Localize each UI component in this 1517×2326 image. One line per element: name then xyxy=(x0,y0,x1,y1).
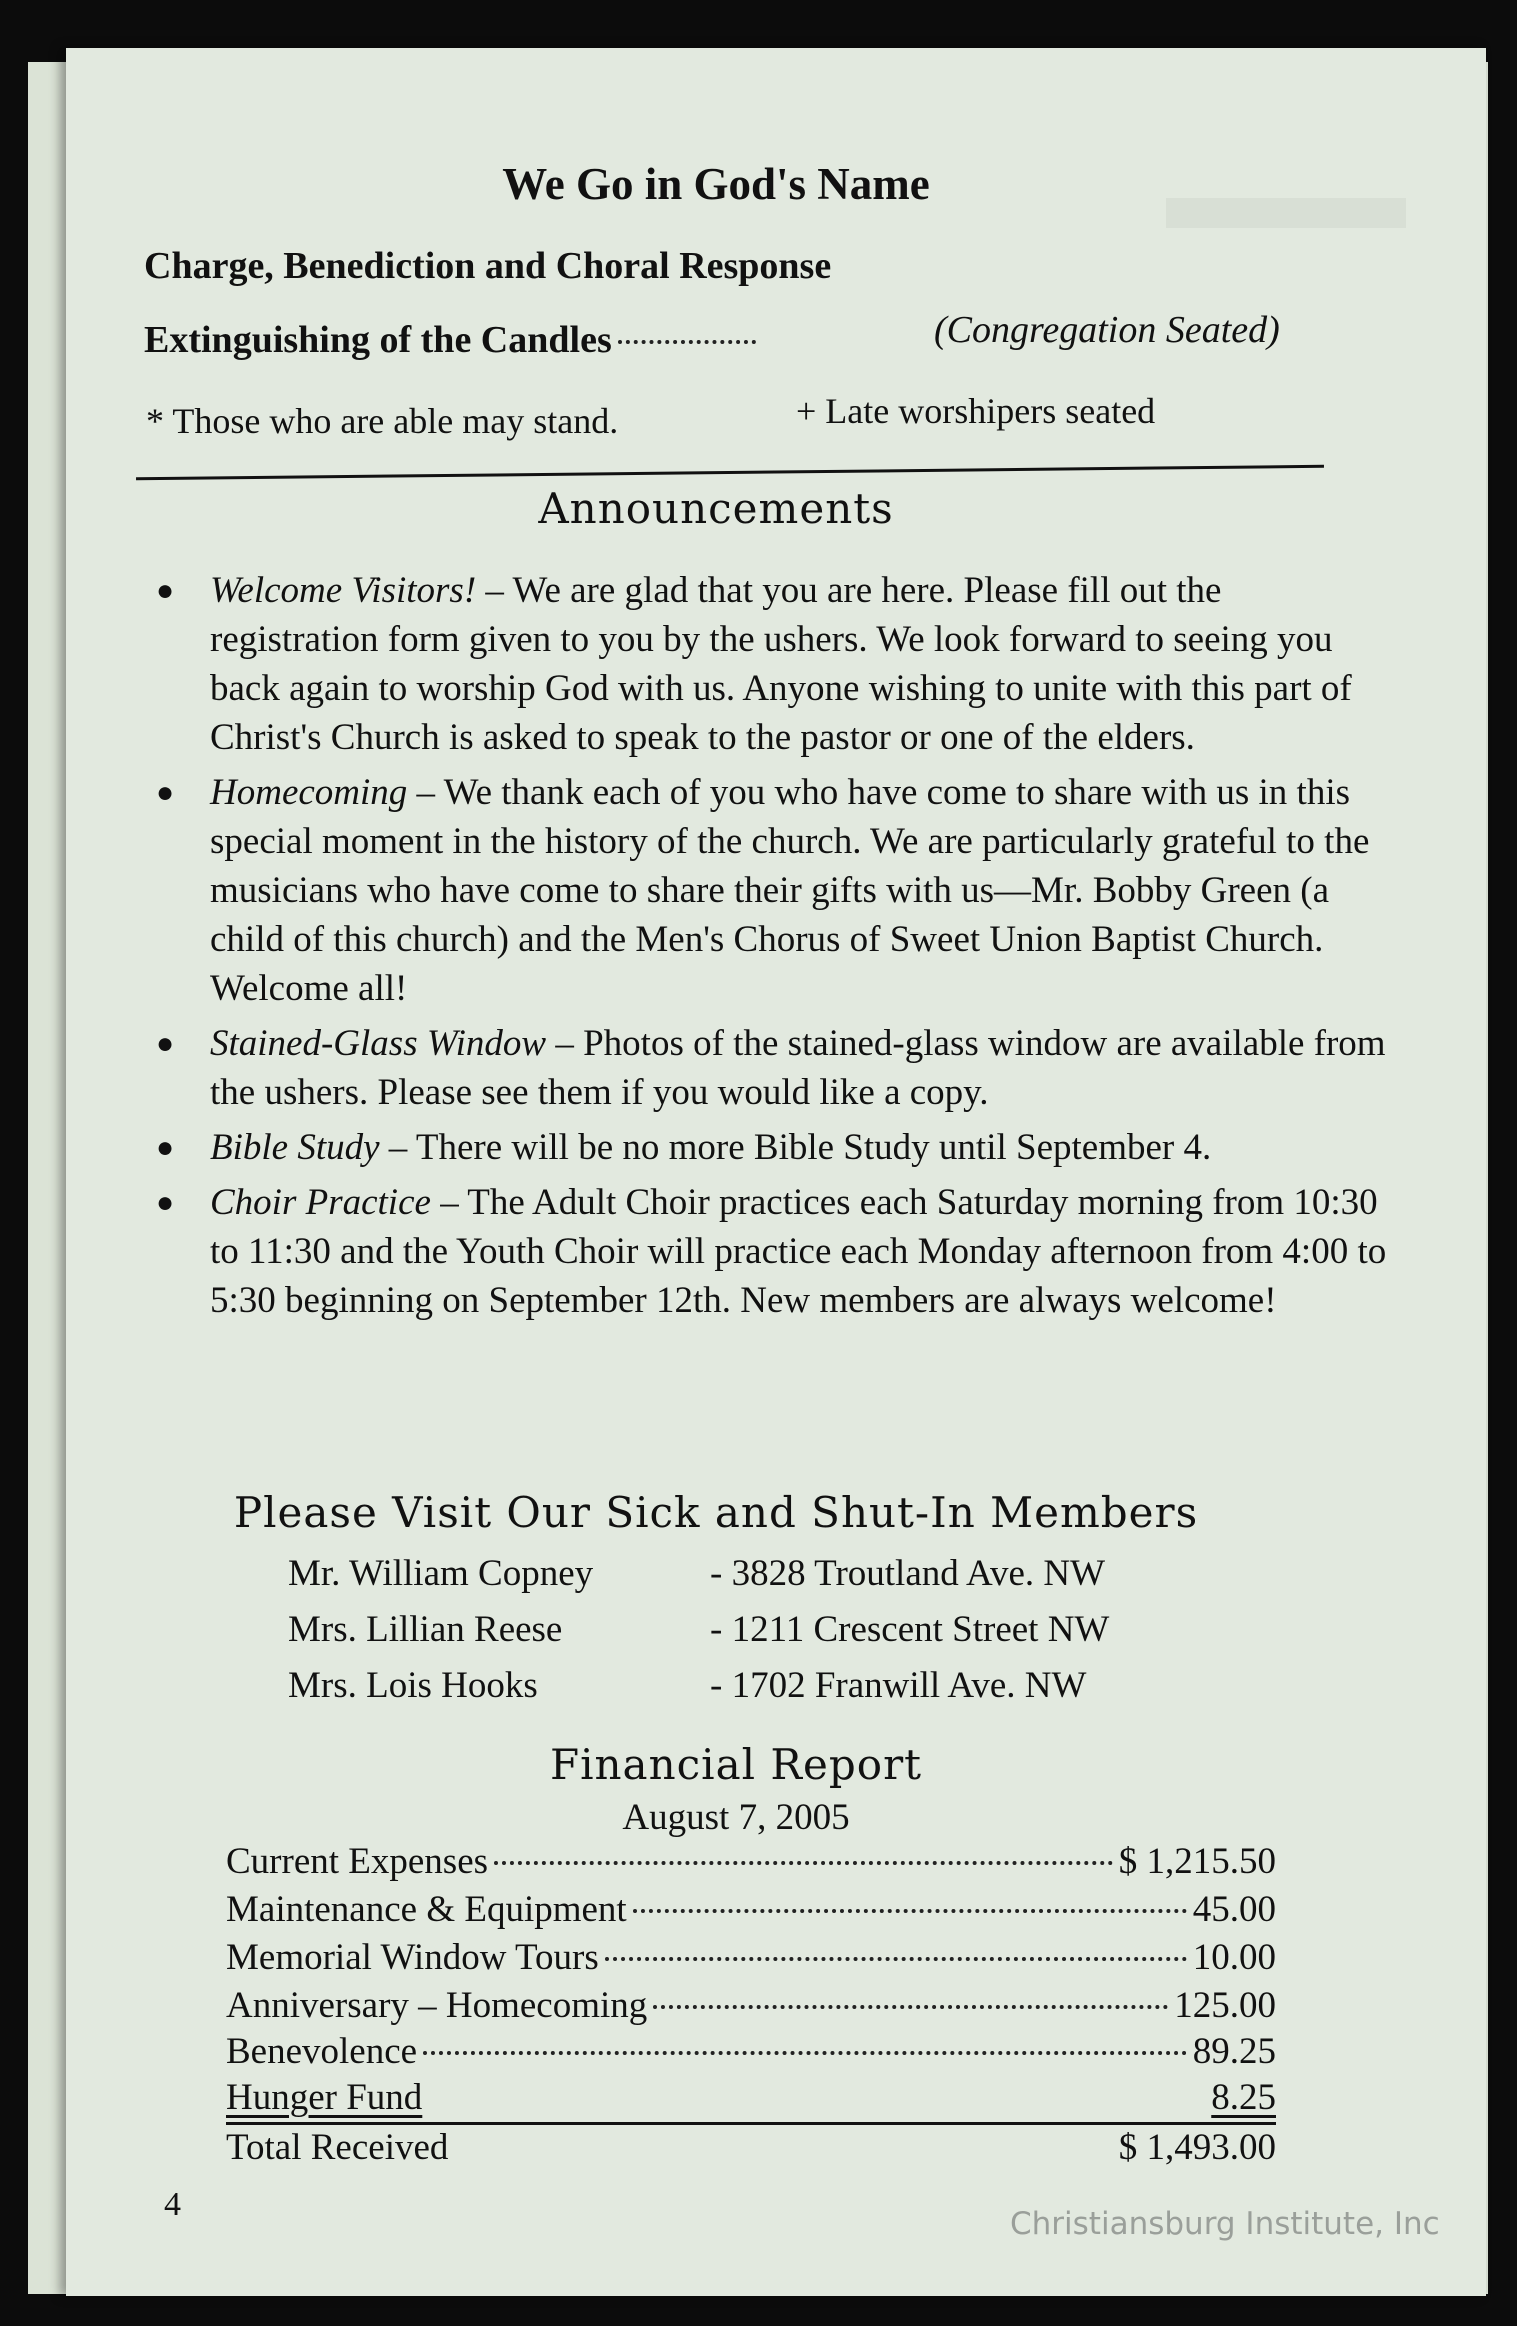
announcement-item xyxy=(140,1123,1390,1172)
announcement-title: Choir Practice xyxy=(210,1182,431,1223)
financial-row xyxy=(226,1984,1276,2030)
dot-leader xyxy=(494,1861,1113,1865)
announcement-text: – Photos of the stained-glass window are available from the ushers. Please see them if you would like a copy. xyxy=(210,1023,1386,1113)
financial-amount: 45.00 xyxy=(1192,1889,1276,1930)
candles-item-row xyxy=(144,318,762,362)
announcement-text: – We are glad that you are here. Please fill out the registration form given to you by the ushers. We look forward to seeing you back again to worship God with us. Anyone wishing to unite with this part of Christ's Church is asked to speak to the pastor or one of the elders. xyxy=(210,570,1352,758)
financial-amount: $ 1,215.50 xyxy=(1118,1841,1276,1882)
member-address: - 3828 Troutland Ave. NW xyxy=(710,1553,1106,1594)
watermark: Christiansburg Institute, Inc xyxy=(1010,2206,1440,2242)
financial-label: Hunger Fund xyxy=(226,2077,423,2118)
financial-amount: 8.25 xyxy=(1211,2077,1276,2118)
total-amount: $ 1,493.00 xyxy=(1118,2127,1276,2168)
dot-leader xyxy=(618,340,756,344)
dot-leader xyxy=(423,2051,1187,2055)
financial-row xyxy=(226,2030,1276,2076)
bullet-icon: ● xyxy=(156,1027,175,1060)
financial-label: Benevolence xyxy=(226,2031,418,2072)
section-divider xyxy=(136,465,1324,480)
member-name: Mr. William Copney xyxy=(288,1553,594,1594)
bullet-icon: ● xyxy=(156,1131,175,1164)
total-rule xyxy=(226,2122,1276,2125)
announcement-title: Welcome Visitors! xyxy=(210,570,477,611)
announcement-title: Stained-Glass Window xyxy=(210,1023,547,1064)
stand-footnote: * Those who are able may stand. xyxy=(146,401,619,441)
bullet-icon: ● xyxy=(156,1186,175,1219)
late-worshipers-footnote: + Late worshipers seated xyxy=(796,391,1156,431)
financial-report-date: August 7, 2005 xyxy=(622,1797,850,1838)
announcements-list xyxy=(140,566,1390,1331)
announcement-item xyxy=(140,1019,1390,1117)
member-name: Mrs. Lillian Reese xyxy=(288,1609,563,1650)
bullet-icon: ● xyxy=(156,776,175,809)
member-name: Mrs. Lois Hooks xyxy=(288,1665,538,1706)
financial-label: Maintenance & Equipment xyxy=(226,1889,627,1930)
financial-row xyxy=(226,1840,1276,1886)
financial-row xyxy=(226,1936,1276,1982)
candles-item-label: Extinguishing of the Candles xyxy=(144,319,612,361)
announcement-item xyxy=(140,566,1390,762)
financial-total-row xyxy=(226,2126,1276,2172)
dot-leader xyxy=(605,1957,1187,1961)
bullet-icon: ● xyxy=(156,574,175,607)
member-address: - 1702 Franwill Ave. NW xyxy=(710,1665,1087,1706)
financial-label: Anniversary – Homecoming xyxy=(226,1985,648,2026)
announcement-text: – The Adult Choir practices each Saturday morning from 10:30 to 11:30 and the Youth Choir will practice each Monday afternoon from 4:00 to 5:30 beginning on September 12th. New members are always welcome! xyxy=(210,1182,1387,1321)
charge-benediction-item: Charge, Benediction and Choral Response xyxy=(144,245,832,287)
announcement-title: Bible Study xyxy=(210,1127,380,1168)
order-heading: We Go in God's Name xyxy=(502,159,930,209)
program-page xyxy=(66,48,1486,2296)
financial-row xyxy=(226,2076,1276,2122)
congregation-seated-note: (Congregation Seated) xyxy=(934,309,1280,351)
financial-amount: 125.00 xyxy=(1174,1985,1276,2026)
sick-members-title: Please Visit Our Sick and Shut-In Members xyxy=(233,1488,1199,1537)
dot-leader xyxy=(633,1909,1187,1913)
financial-label: Memorial Window Tours xyxy=(226,1937,599,1978)
financial-label: Current Expenses xyxy=(226,1841,489,1882)
financial-row xyxy=(226,1888,1276,1934)
member-address: - 1211 Crescent Street NW xyxy=(710,1609,1110,1650)
announcement-title: Homecoming xyxy=(210,772,408,813)
dot-leader xyxy=(653,2005,1168,2009)
financial-amount: 89.25 xyxy=(1192,2031,1276,2072)
page-number: 4 xyxy=(164,2186,181,2223)
announcement-text: – There will be no more Bible Study until September 4. xyxy=(379,1127,1212,1168)
total-label: Total Received xyxy=(226,2127,449,2168)
announcement-item xyxy=(140,1178,1390,1325)
announcements-title: Announcements xyxy=(538,484,894,533)
financial-amount: 10.00 xyxy=(1192,1937,1276,1978)
financial-report-title: Financial Report xyxy=(549,1740,923,1789)
announcement-text: – We thank each of you who have come to share with us in this special moment in the history of the church. We are particularly grateful to the musicians who have come to share their gifts with us—Mr. Bobby Green (a child of this church) and the Men's Chorus of Sweet Union Baptist Church. Welcome all! xyxy=(210,772,1370,1009)
announcement-item xyxy=(140,768,1390,1013)
